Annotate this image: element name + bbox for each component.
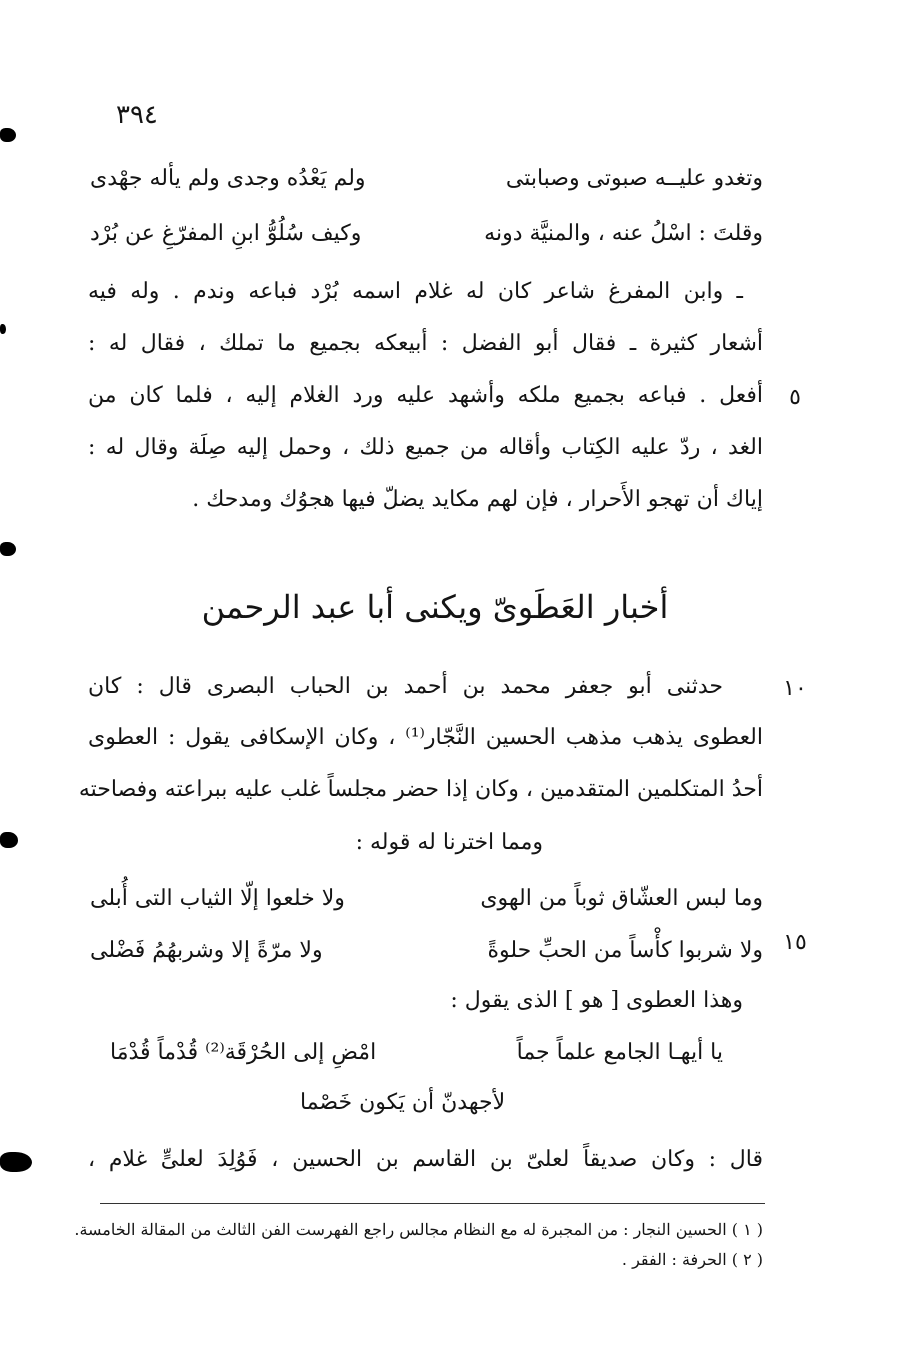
poem3-verse2: لأجهدنّ أن يَكون خَصْما	[300, 1090, 506, 1115]
footnote-1: ( ١ ) الحسين النجار : من المجبرة له مع النظام مجالس راجع الفهرست الفن الثالث من المقالة الخامسة.	[74, 1220, 763, 1239]
poem3-verse1-second-hemistich: امْضِ إلى الحُرْقَة⁽²⁾ قُدْماً قُدْمَا	[110, 1040, 377, 1065]
poem2-verse2-first-hemistich: ولا شربوا كأْساً من الحبِّ حلوةً	[487, 938, 763, 963]
paragraph1-line3: أفعل . فباعه بجميع ملكه وأشهد عليه ورد الغلام إليه ، فلما كان من	[88, 383, 763, 408]
paragraph2-line3: أحدُ المتكلمين المتقدمين ، وكان إذا حضر مجلساً غلب عليه ببراعته وفصاحته	[78, 777, 763, 802]
page-number: ٣٩٤	[116, 100, 158, 130]
footnote-divider	[100, 1203, 765, 1204]
poem2-verse1-second-hemistich: ولا خلعوا إلّا الثياب التى أُبلى	[90, 886, 345, 911]
poem3-verse1-first-hemistich: يا أيهـا الجامع علماً جماً	[516, 1040, 723, 1065]
paragraph2-line1: حدثنى أبو جعفر محمد بن أحمد بن الحباب البصرى قال : كان	[88, 674, 723, 699]
section-heading: أخبار العَطَوىّ ويكنى أبا عبد الرحمن	[201, 588, 669, 626]
scan-mark	[0, 128, 16, 142]
paragraph1-line5: إياك أن تهجو الأَحرار ، فإن لهم مكايد يضلّ فيها هجوُك ومدحك .	[192, 487, 763, 512]
footnote-2: ( ٢ ) الحرفة : الفقر .	[621, 1250, 763, 1269]
paragraph1-line4: الغد ، ردّ عليه الكِتاب وأقاله من جميع ذلك ، وحمل إليه صِلَة وقال له :	[88, 435, 763, 460]
paragraph2-line2: العطوى يذهب مذهب الحسين النَّجّار⁽¹⁾ ، وكان الإسكافى يقول : العطوى	[88, 725, 763, 750]
paragraph1-line1: ـ وابن المفرغ شاعر كان له غلام اسمه بُرْد فباعه وندم . وله فيه	[88, 279, 743, 304]
scan-mark	[0, 324, 6, 334]
poem1-verse2-first-hemistich: وقلتَ : اسْلُ عنه ، والمنيَّة دونه	[484, 221, 763, 246]
line-number-15: ١٥	[783, 930, 807, 955]
poem3-intro: وهذا العطوى [ هو ] الذى يقول :	[450, 988, 743, 1013]
scan-mark	[0, 1152, 32, 1172]
poem2-verse1-first-hemistich: وما لبس العشّاق ثوباً من الهوى	[480, 886, 763, 911]
poem2-verse2-second-hemistich: ولا مرّةً إلا وشربهُمُ فَضْلى	[90, 938, 323, 963]
poem1-verse1-first-hemistich: وتغدو عليــه صبوتى وصبابتى	[505, 166, 763, 191]
line-number-10: ١٠	[783, 676, 807, 701]
poem1-verse1-second-hemistich: ولم يَعْدُه وجدى ولم يأله جهْدى	[90, 166, 366, 191]
paragraph2-line4: ومما اخترنا له قوله :	[355, 830, 543, 855]
scan-mark	[0, 542, 16, 556]
line-number-5: ٥	[789, 385, 801, 410]
paragraph3-line1: قال : وكان صديقاً لعلىّ بن القاسم بن الحسين ، فَوُلِدَ لعلىٍّ غلام ،	[88, 1147, 763, 1172]
paragraph1-line2: أشعار كثيرة ـ فقال أبو الفضل : أبيعكه بجميع ما تملك ، فقال له :	[88, 331, 763, 356]
poem1-verse2-second-hemistich: وكيف سُلُوُّ ابنِ المفرّغِ عن بُرْد	[90, 221, 362, 246]
scan-mark	[0, 832, 18, 848]
